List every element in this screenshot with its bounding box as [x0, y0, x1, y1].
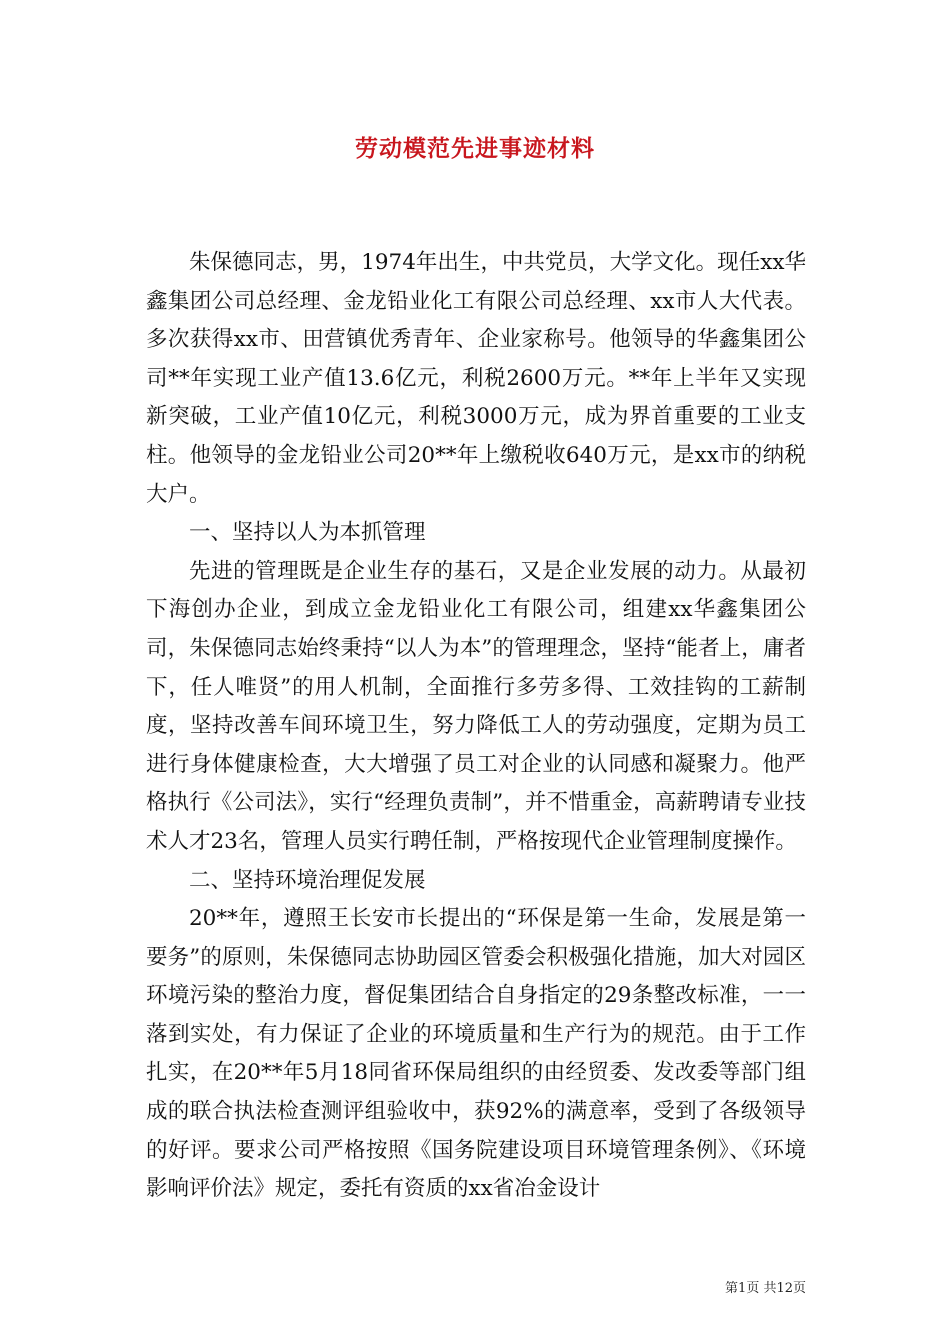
section-heading-2: 二、坚持环境治理促发展	[189, 867, 426, 893]
section-heading-1: 一、坚持以人为本抓管理	[189, 520, 426, 546]
document-body	[146, 244, 806, 1209]
document-title: 劳动模范先进事迹材料	[355, 135, 595, 162]
paragraph-intro: 朱保德同志，男，1974年出生，中共党员，大学文化。现任xx华鑫集团公司总经理、金龙铅业化工有限公司总经理、xx市人大代表。多次获得xx市、田营镇优秀青年、企业家称号。他领导的华鑫集团公司**年实现工业产值13.6亿元，利税2600万元。**年上半年又实现新突破，工业产值10亿元，利税3000万元，成为界首重要的工业支柱。他领导的金龙铅业公司20**年上缴税收640万元，是xx市的纳税大户。	[146, 250, 806, 507]
paragraph-environment: 20**年，遵照王长安市长提出的“环保是第一生命，发展是第一要务”的原则，朱保德同志协助园区管委会积极强化措施，加大对园区环境污染的整治力度，督促集团结合自身指定的29条整改标准，一一落到实处，有力保证了企业的环境质量和生产行为的规范。由于工作扎实，在20**年5月18同省环保局组织的由经贸委、发改委等部门组成的联合执法检查测评组验收中，获92%的满意率，受到了各级领导的好评。要求公司严格按照《国务院建设项目环境管理条例》、《环境影响评价法》规定，委托有资质的xx省冶金设计	[146, 906, 806, 1202]
paragraph-management: 先进的管理既是企业生存的基石，又是企业发展的动力。从最初下海创办企业，到成立金龙铅业化工有限公司，组建xx华鑫集团公司，朱保德同志始终秉持“以人为本”的管理理念，坚持“能者上，庸者下，任人唯贤”的用人机制，全面推行多劳多得、工效挂钩的工薪制度，坚持改善车间环境卫生，努力降低工人的劳动强度，定期为员工进行身体健康检查，大大增强了员工对企业的认同感和凝聚力。他严格执行《公司法》，实行“经理负责制”，并不惜重金，高薪聘请专业技术人才23名，管理人员实行聘任制，严格按现代企业管理制度操作。	[146, 558, 806, 854]
page-number-footer: 第1页 共12页	[725, 1281, 806, 1296]
